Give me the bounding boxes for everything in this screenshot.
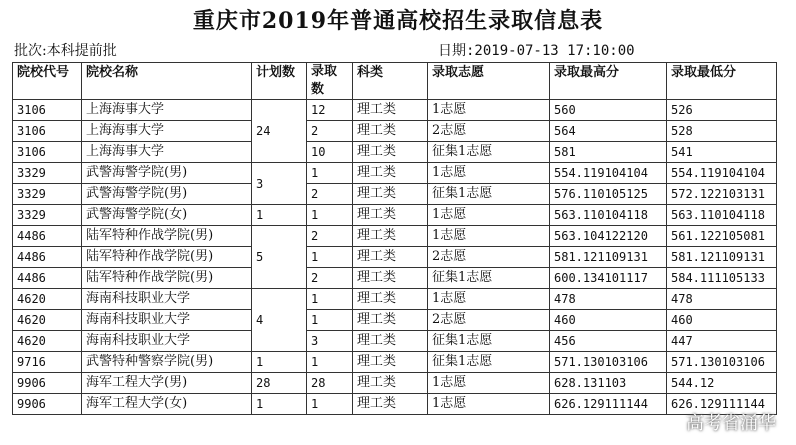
cell-admit: 10 — [307, 142, 353, 163]
cell-name: 海南科技职业大学 — [82, 310, 252, 331]
cell-name: 陆军特种作战学院(男) — [82, 226, 252, 247]
cell-name: 武警海警学院(男) — [82, 184, 252, 205]
cell-max: 576.110105125 — [550, 184, 667, 205]
cell-min: 561.122105081 — [667, 226, 777, 247]
cell-code: 4620 — [13, 289, 82, 310]
cell-max: 628.131103 — [550, 373, 667, 394]
cell-admit: 1 — [307, 352, 353, 373]
watermark-text: 高考省涌华 — [686, 413, 776, 434]
cell-min: 541 — [667, 142, 777, 163]
cell-min: 581.121109131 — [667, 247, 777, 268]
cell-choice: 1志愿 — [428, 373, 550, 394]
cell-code: 9906 — [13, 373, 82, 394]
cell-max: 571.130103106 — [550, 352, 667, 373]
table-row — [13, 268, 777, 289]
cell-max: 563.104122120 — [550, 226, 667, 247]
cell-choice: 1志愿 — [428, 205, 550, 226]
cell-min: 447 — [667, 331, 777, 352]
cell-category: 理工类 — [353, 226, 428, 247]
admission-table — [12, 62, 777, 415]
cell-name: 海南科技职业大学 — [82, 331, 252, 352]
cell-name: 海军工程大学(男) — [82, 373, 252, 394]
cell-admit: 1 — [307, 289, 353, 310]
cell-category: 理工类 — [353, 394, 428, 415]
date-label: 日期:2019-07-13 17:10:00 — [438, 43, 635, 59]
cell-category: 理工类 — [353, 121, 428, 142]
table-row — [13, 121, 777, 142]
table-row — [13, 394, 777, 415]
cell-min: 460 — [667, 310, 777, 331]
col-header-admit-line1: 录取 — [311, 64, 338, 79]
cell-min: 528 — [667, 121, 777, 142]
col-header-admit-line2: 数 — [311, 82, 325, 97]
cell-plan: 28 — [252, 373, 307, 394]
cell-plan: 1 — [252, 394, 307, 415]
cell-min: 526 — [667, 100, 777, 121]
cell-category: 理工类 — [353, 331, 428, 352]
cell-max: 626.129111144 — [550, 394, 667, 415]
cell-max: 460 — [550, 310, 667, 331]
cell-choice: 征集1志愿 — [428, 142, 550, 163]
cell-code: 4486 — [13, 268, 82, 289]
cell-plan: 4 — [252, 289, 307, 352]
cell-min: 478 — [667, 289, 777, 310]
cell-plan: 1 — [252, 352, 307, 373]
cell-code: 4486 — [13, 226, 82, 247]
cell-choice: 1志愿 — [428, 100, 550, 121]
cell-admit: 1 — [307, 247, 353, 268]
cell-category: 理工类 — [353, 142, 428, 163]
col-header-admit — [307, 63, 353, 100]
cell-code: 3106 — [13, 121, 82, 142]
table-row — [13, 142, 777, 163]
cell-admit: 12 — [307, 100, 353, 121]
cell-max: 581 — [550, 142, 667, 163]
cell-choice: 1志愿 — [428, 163, 550, 184]
cell-max: 564 — [550, 121, 667, 142]
cell-admit: 2 — [307, 226, 353, 247]
cell-admit: 2 — [307, 184, 353, 205]
cell-choice: 1志愿 — [428, 289, 550, 310]
cell-admit: 28 — [307, 373, 353, 394]
col-header-min: 录取最低分 — [667, 63, 777, 100]
col-header-plan: 计划数 — [252, 63, 307, 100]
cell-choice: 1志愿 — [428, 394, 550, 415]
table-row — [13, 310, 777, 331]
batch-label: 批次:本科提前批 — [14, 43, 117, 59]
cell-max: 456 — [550, 331, 667, 352]
col-header-name: 院校名称 — [82, 63, 252, 100]
cell-name: 上海海事大学 — [82, 121, 252, 142]
col-header-category: 科类 — [353, 63, 428, 100]
cell-admit: 3 — [307, 331, 353, 352]
cell-code: 4620 — [13, 310, 82, 331]
table-row — [13, 163, 777, 184]
cell-min: 572.122103131 — [667, 184, 777, 205]
table-row — [13, 100, 777, 121]
cell-code: 4486 — [13, 247, 82, 268]
cell-category: 理工类 — [353, 163, 428, 184]
table-row — [13, 184, 777, 205]
cell-code: 4620 — [13, 331, 82, 352]
cell-plan: 5 — [252, 226, 307, 289]
cell-category: 理工类 — [353, 268, 428, 289]
cell-name: 海军工程大学(女) — [82, 394, 252, 415]
cell-max: 478 — [550, 289, 667, 310]
cell-admit: 1 — [307, 163, 353, 184]
cell-category: 理工类 — [353, 184, 428, 205]
table-row — [13, 352, 777, 373]
table-row — [13, 331, 777, 352]
cell-code: 3106 — [13, 100, 82, 121]
cell-name: 陆军特种作战学院(男) — [82, 247, 252, 268]
cell-choice: 2志愿 — [428, 121, 550, 142]
cell-max: 581.121109131 — [550, 247, 667, 268]
cell-choice: 1志愿 — [428, 226, 550, 247]
cell-name: 上海海事大学 — [82, 100, 252, 121]
cell-code: 3106 — [13, 142, 82, 163]
table-row — [13, 226, 777, 247]
cell-admit: 1 — [307, 205, 353, 226]
cell-plan: 24 — [252, 100, 307, 163]
cell-choice: 征集1志愿 — [428, 268, 550, 289]
cell-max: 600.134101117 — [550, 268, 667, 289]
cell-choice: 征集1志愿 — [428, 331, 550, 352]
cell-choice: 2志愿 — [428, 247, 550, 268]
cell-code: 3329 — [13, 184, 82, 205]
cell-admit: 1 — [307, 310, 353, 331]
cell-choice: 征集1志愿 — [428, 184, 550, 205]
cell-min: 571.130103106 — [667, 352, 777, 373]
table-row — [13, 205, 777, 226]
cell-admit: 2 — [307, 121, 353, 142]
col-header-choice: 录取志愿 — [428, 63, 550, 100]
cell-name: 武警海警学院(男) — [82, 163, 252, 184]
cell-max: 554.119104104 — [550, 163, 667, 184]
cell-name: 陆军特种作战学院(男) — [82, 268, 252, 289]
table-row — [13, 373, 777, 394]
cell-admit: 2 — [307, 268, 353, 289]
table-row — [13, 247, 777, 268]
cell-category: 理工类 — [353, 205, 428, 226]
cell-category: 理工类 — [353, 373, 428, 394]
cell-category: 理工类 — [353, 352, 428, 373]
cell-name: 武警特种警察学院(男) — [82, 352, 252, 373]
cell-code: 3329 — [13, 163, 82, 184]
col-header-max: 录取最高分 — [550, 63, 667, 100]
cell-code: 3329 — [13, 205, 82, 226]
table-row — [13, 289, 777, 310]
cell-category: 理工类 — [353, 100, 428, 121]
cell-choice: 征集1志愿 — [428, 352, 550, 373]
cell-category: 理工类 — [353, 289, 428, 310]
cell-min: 563.110104118 — [667, 205, 777, 226]
cell-min: 544.12 — [667, 373, 777, 394]
cell-plan: 1 — [252, 205, 307, 226]
header-row — [13, 63, 777, 100]
cell-name: 上海海事大学 — [82, 142, 252, 163]
cell-category: 理工类 — [353, 247, 428, 268]
cell-min: 554.119104104 — [667, 163, 777, 184]
cell-choice: 2志愿 — [428, 310, 550, 331]
cell-code: 9716 — [13, 352, 82, 373]
cell-min: 626.129111144 — [667, 394, 777, 415]
cell-code: 9906 — [13, 394, 82, 415]
cell-plan: 3 — [252, 163, 307, 205]
col-header-code: 院校代号 — [13, 63, 82, 100]
cell-name: 武警海警学院(女) — [82, 205, 252, 226]
cell-max: 560 — [550, 100, 667, 121]
cell-admit: 1 — [307, 394, 353, 415]
cell-max: 563.110104118 — [550, 205, 667, 226]
cell-category: 理工类 — [353, 310, 428, 331]
page-title: 重庆市2019年普通高校招生录取信息表 — [192, 8, 604, 34]
cell-min: 584.111105133 — [667, 268, 777, 289]
cell-name: 海南科技职业大学 — [82, 289, 252, 310]
